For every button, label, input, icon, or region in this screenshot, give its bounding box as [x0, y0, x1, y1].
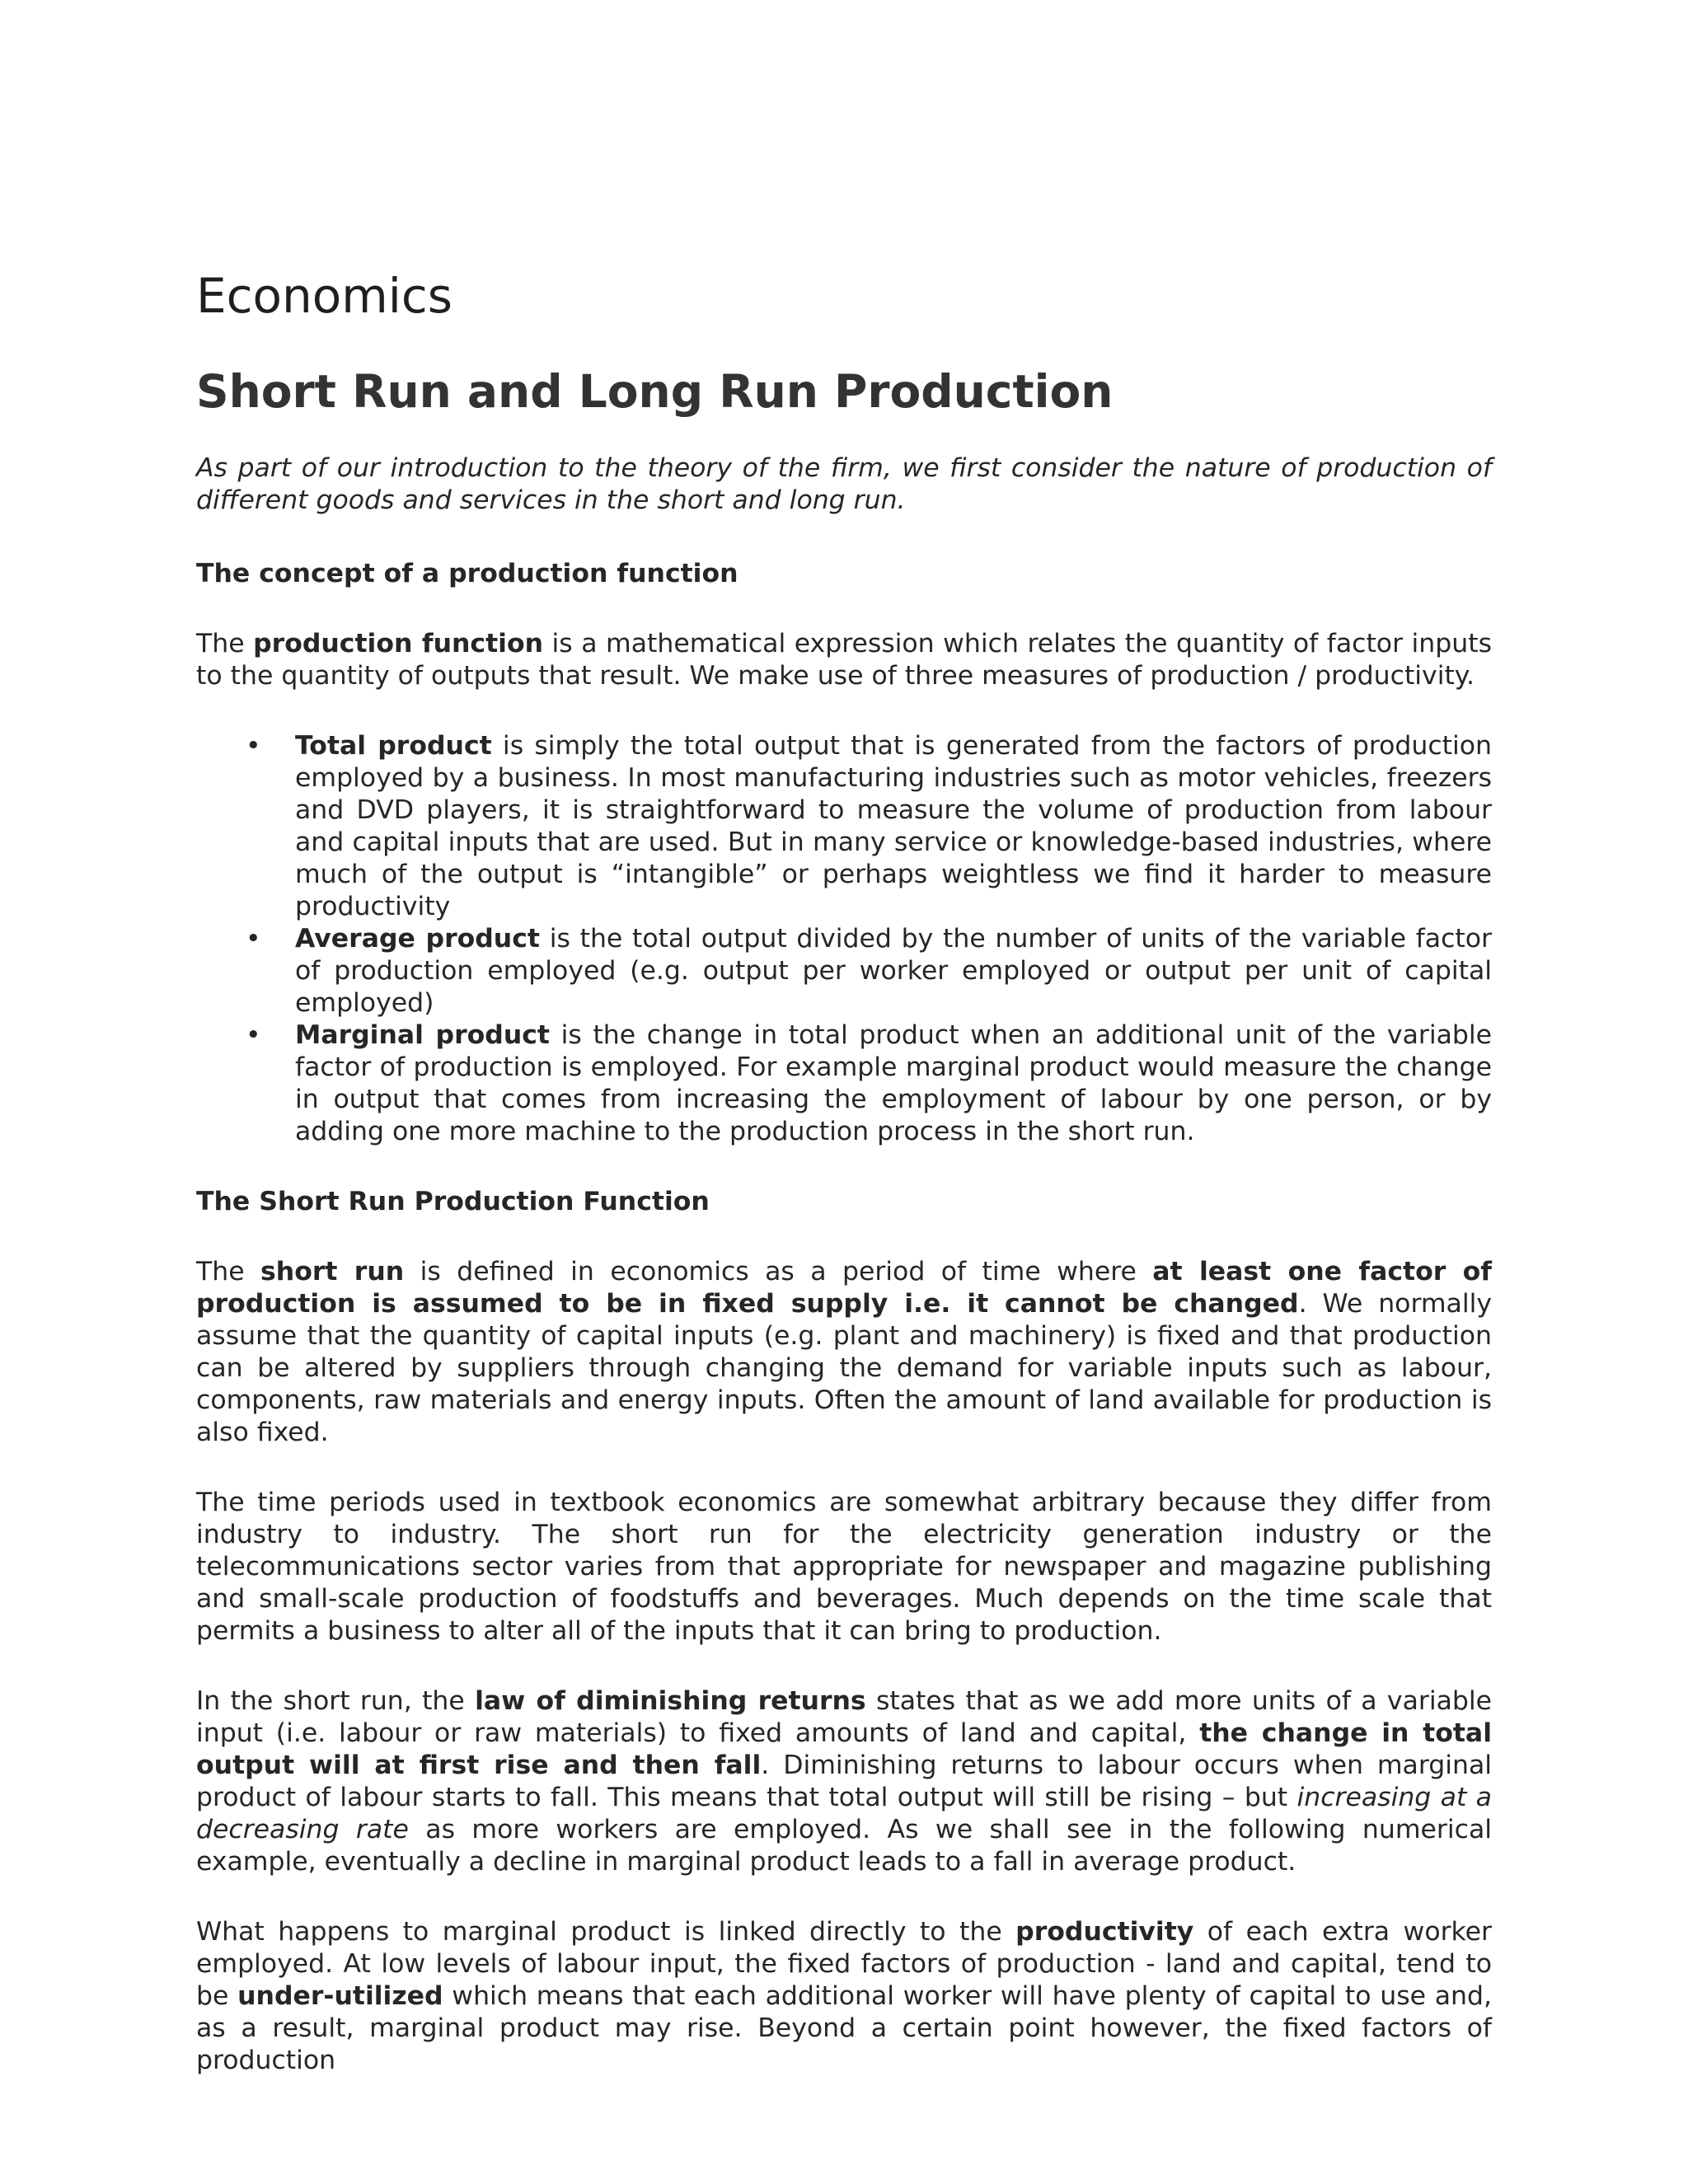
bullet-icon: • [246, 1020, 261, 1051]
text-run: The [196, 629, 254, 659]
bullet-icon: • [246, 924, 261, 954]
text-run: What happens to marginal product is linked directly to the [196, 1917, 1016, 1947]
emphasis-decreasing-rate: increasing at a decreasing rate [196, 1783, 1492, 1845]
list-item-text: is the change in total product when an additional unit of the variable factor of production is employed. For example marginal product would measure the change in output that comes from increasing the employment of labour by one person, or by adding one more machine to the production process in the short run. [295, 1020, 1493, 1147]
subject-heading: Economics [196, 268, 452, 324]
measures-list [196, 730, 1492, 1148]
list-item-text: is simply the total output that is generated from the factors of production employed by a business. In most manufacturing industries such as motor vehicles, freezers and DVD players, it is straightforward to measure the volume of production from labour and capital inputs that are used. But in many service or knowledge-based industries, where much of the output is “intangible” or perhaps weightless we find it harder to measure productivity [295, 731, 1492, 922]
term-law-of-diminishing-returns: law of diminishing returns [475, 1686, 866, 1717]
paragraph-production-function [196, 628, 1492, 692]
paragraph-marginal-productivity [196, 1916, 1492, 2077]
term-average-product: Average product [295, 924, 540, 954]
list-item-average-product [196, 923, 1492, 1019]
text-run: The [196, 1257, 261, 1287]
emphasis-fixed-supply: at least one factor of production is assumed to be in fixed supply i.e. it cannot be changed [196, 1257, 1492, 1319]
text-run: of each extra worker employed. At low levels of labour input, the fixed factors of production - land and capital, tend to be [196, 1917, 1492, 2012]
paragraph-diminishing-returns [196, 1685, 1492, 1878]
text-run: states that as we add more units of a variable input (i.e. labour or raw materials) to fixed amounts of land and capital, [196, 1686, 1492, 1749]
text-run: . Diminishing returns to labour occurs when marginal product of labour starts to fall. This means that total output will still be rising – but [196, 1750, 1492, 1813]
paragraph-short-run-definition [196, 1256, 1492, 1449]
term-productivity: productivity [1015, 1917, 1194, 1947]
text-run: . We normally assume that the quantity of capital inputs (e.g. plant and machinery) is fixed and that production can be altered by suppliers through changing the demand for variable inputs such as labour, components, raw materials and energy inputs. Often the amount of land available for production is also fixed. [196, 1289, 1492, 1448]
text-run: In the short run, the [196, 1686, 476, 1717]
emphasis-change-in-output: the change in total output will at first rise and then fall [196, 1718, 1492, 1781]
document-page [196, 270, 1492, 2115]
list-item-text: is the total output divided by the number of units of the variable factor of production employed (e.g. output per worker employed or output per unit of capital employed) [295, 924, 1492, 1019]
bullet-icon: • [246, 731, 261, 762]
term-under-utilized: under-utilized [237, 1981, 443, 2012]
list-item-marginal-product [196, 1019, 1492, 1148]
text-run: is defined in economics as a period of time where [404, 1257, 1153, 1287]
section-heading-short-run: The Short Run Production Function [196, 1187, 710, 1217]
text-run: as more workers are employed. As we shall see in the following numerical example, eventually a decline in marginal product leads to a fall in average product. [196, 1815, 1492, 1877]
term-marginal-product: Marginal product [295, 1020, 550, 1051]
text-run: is a mathematical expression which relates the quantity of factor inputs to the quantity of outputs that result. We make use of three measures of production / productivity. [196, 629, 1492, 691]
intro-paragraph: As part of our introduction to the theory of the firm, we first consider the nature of production of different goods and services in the short and long run. [196, 453, 1492, 516]
term-total-product: Total product [295, 731, 492, 762]
term-production-function: production function [253, 629, 544, 659]
term-short-run: short run [260, 1257, 405, 1287]
text-run: which means that each additional worker will have plenty of capital to use and, as a result, marginal product may rise. Beyond a certain point however, the fixed factors of production [196, 1981, 1492, 2076]
paragraph-time-periods: The time periods used in textbook economics are somewhat arbitrary because they differ from industry to industry. The short run for the electricity generation industry or the telecommunications sector varies from that appropriate for newspaper and magazine publishing and small-scale production of foodstuffs and beverages. Much depends on the time scale that permits a business to alter all of the inputs that it can bring to production. [196, 1488, 1492, 1647]
page-title: Short Run and Long Run Production [196, 364, 1114, 418]
section-heading-production-function: The concept of a production function [196, 559, 738, 589]
list-item-total-product [196, 730, 1492, 923]
